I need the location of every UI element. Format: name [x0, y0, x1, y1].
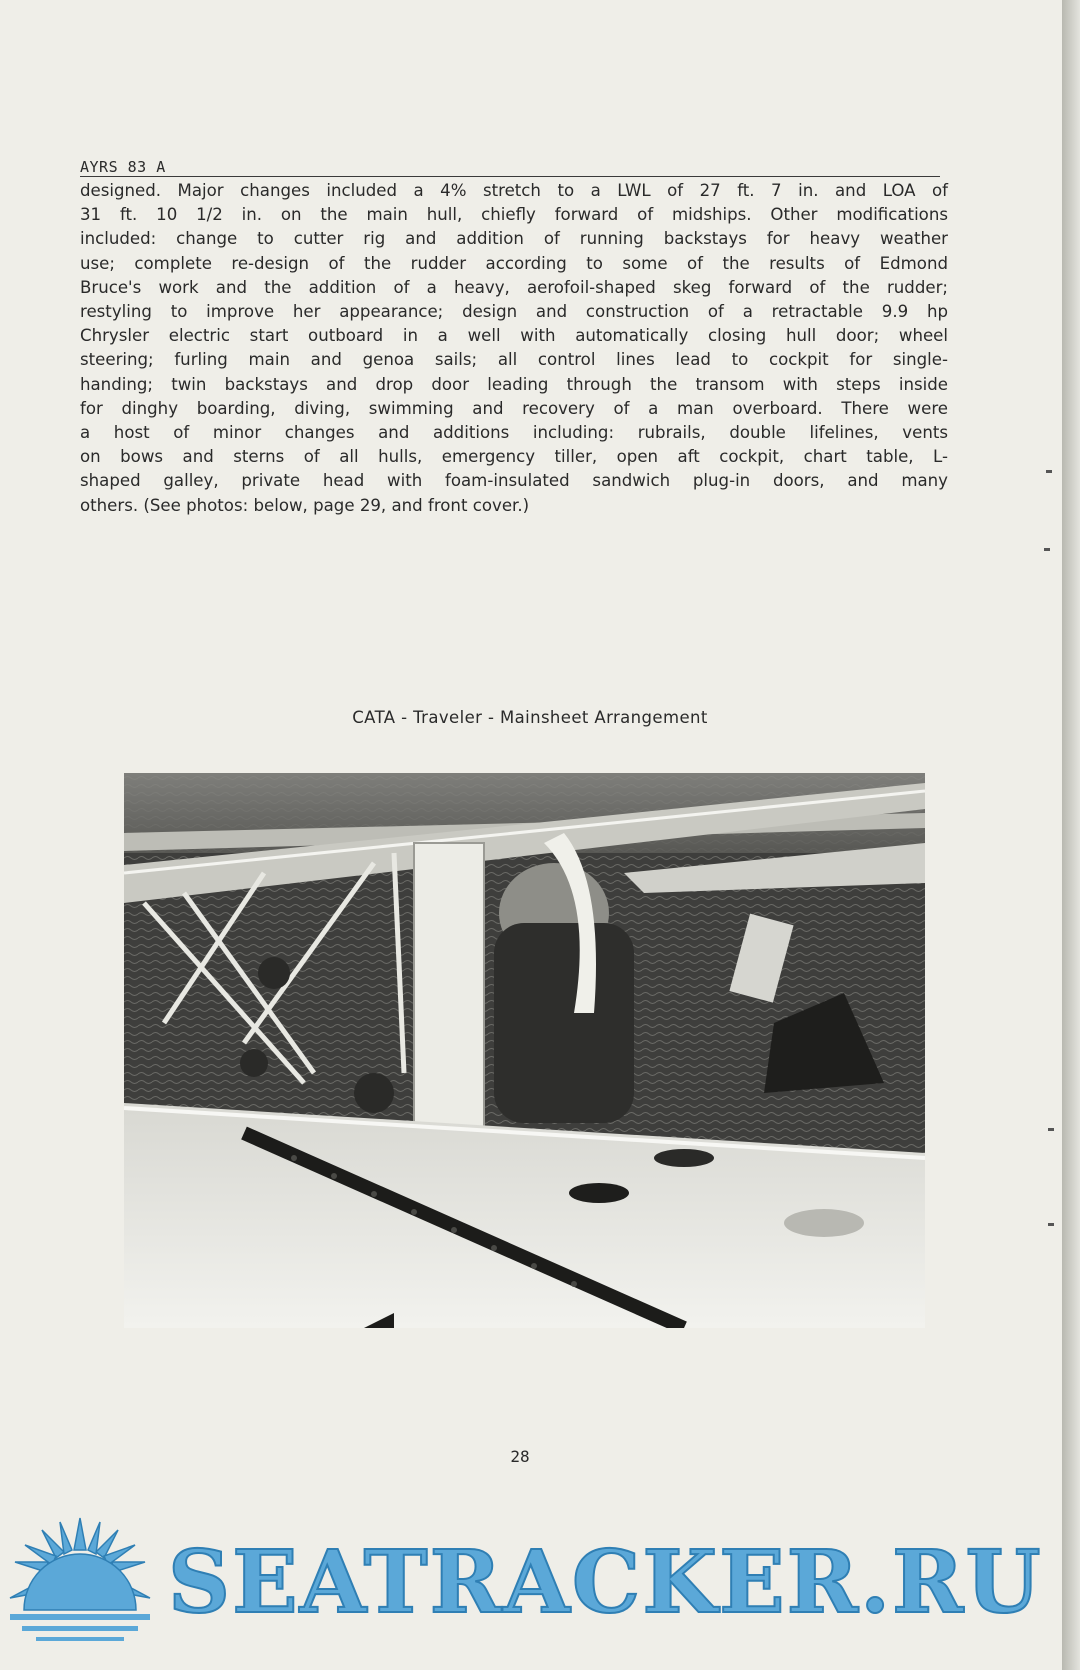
body-line: for dinghy boarding, diving, swimming and recovery of a man overboard. There were [80, 398, 948, 418]
body-line: on bows and sterns of all hulls, emergency tiller, open aft cockpit, chart table, L- [80, 447, 948, 467]
body-line: a host of minor changes and additions including: rubrails, double lifelines, vents [80, 423, 948, 443]
sun-logo-icon [0, 1510, 160, 1660]
body-line: handing; twin backstays and drop door leading through the transom with steps inside [80, 374, 948, 394]
body-line: Chrysler electric start outboard in a well with automatically closing hull door; wheel [80, 326, 948, 346]
body-line: use; complete re-design of the rudder according to some of the results of Edmond [80, 253, 948, 273]
page-number: 28 [510, 1447, 530, 1466]
body-line: Bruce's work and the addition of a heavy, aerofoil-shaped skeg forward of the rudder; [80, 277, 948, 297]
margin-speck [1046, 470, 1052, 473]
margin-speck [1048, 1223, 1054, 1226]
body-line: designed. Major changes included a 4% stretch to a LWL of 27 ft. 7 in. and LOA of [80, 181, 948, 200]
running-head [80, 159, 940, 177]
page-edge-shadow [1062, 0, 1080, 1670]
photo-caption: CATA - Traveler - Mainsheet Arrangement [352, 708, 708, 727]
boat-photo [124, 773, 925, 1328]
watermark-text: SEATRACKER.RU [168, 1532, 1043, 1633]
body-line: included: change to cutter rig and addition of running backstays for heavy weather [80, 229, 948, 249]
body-paragraph [80, 179, 948, 518]
body-line: restyling to improve her appearance; design and construction of a retractable 9.9 hp [80, 302, 948, 322]
running-head-text: AYRS 83 A [80, 159, 940, 177]
margin-speck [1048, 1128, 1054, 1131]
body-line: others. (See photos: below, page 29, and front cover.) [80, 495, 530, 515]
margin-speck [1044, 548, 1050, 551]
body-line: steering; furling main and genoa sails; all control lines lead to cockpit for single- [80, 350, 948, 370]
photo-illustration [124, 773, 925, 1328]
body-line: 31 ft. 10 1/2 in. on the main hull, chiefly forward of midships. Other modifications [80, 205, 948, 225]
body-line: shaped galley, private head with foam-insulated sandwich plug-in doors, and many [80, 471, 948, 491]
